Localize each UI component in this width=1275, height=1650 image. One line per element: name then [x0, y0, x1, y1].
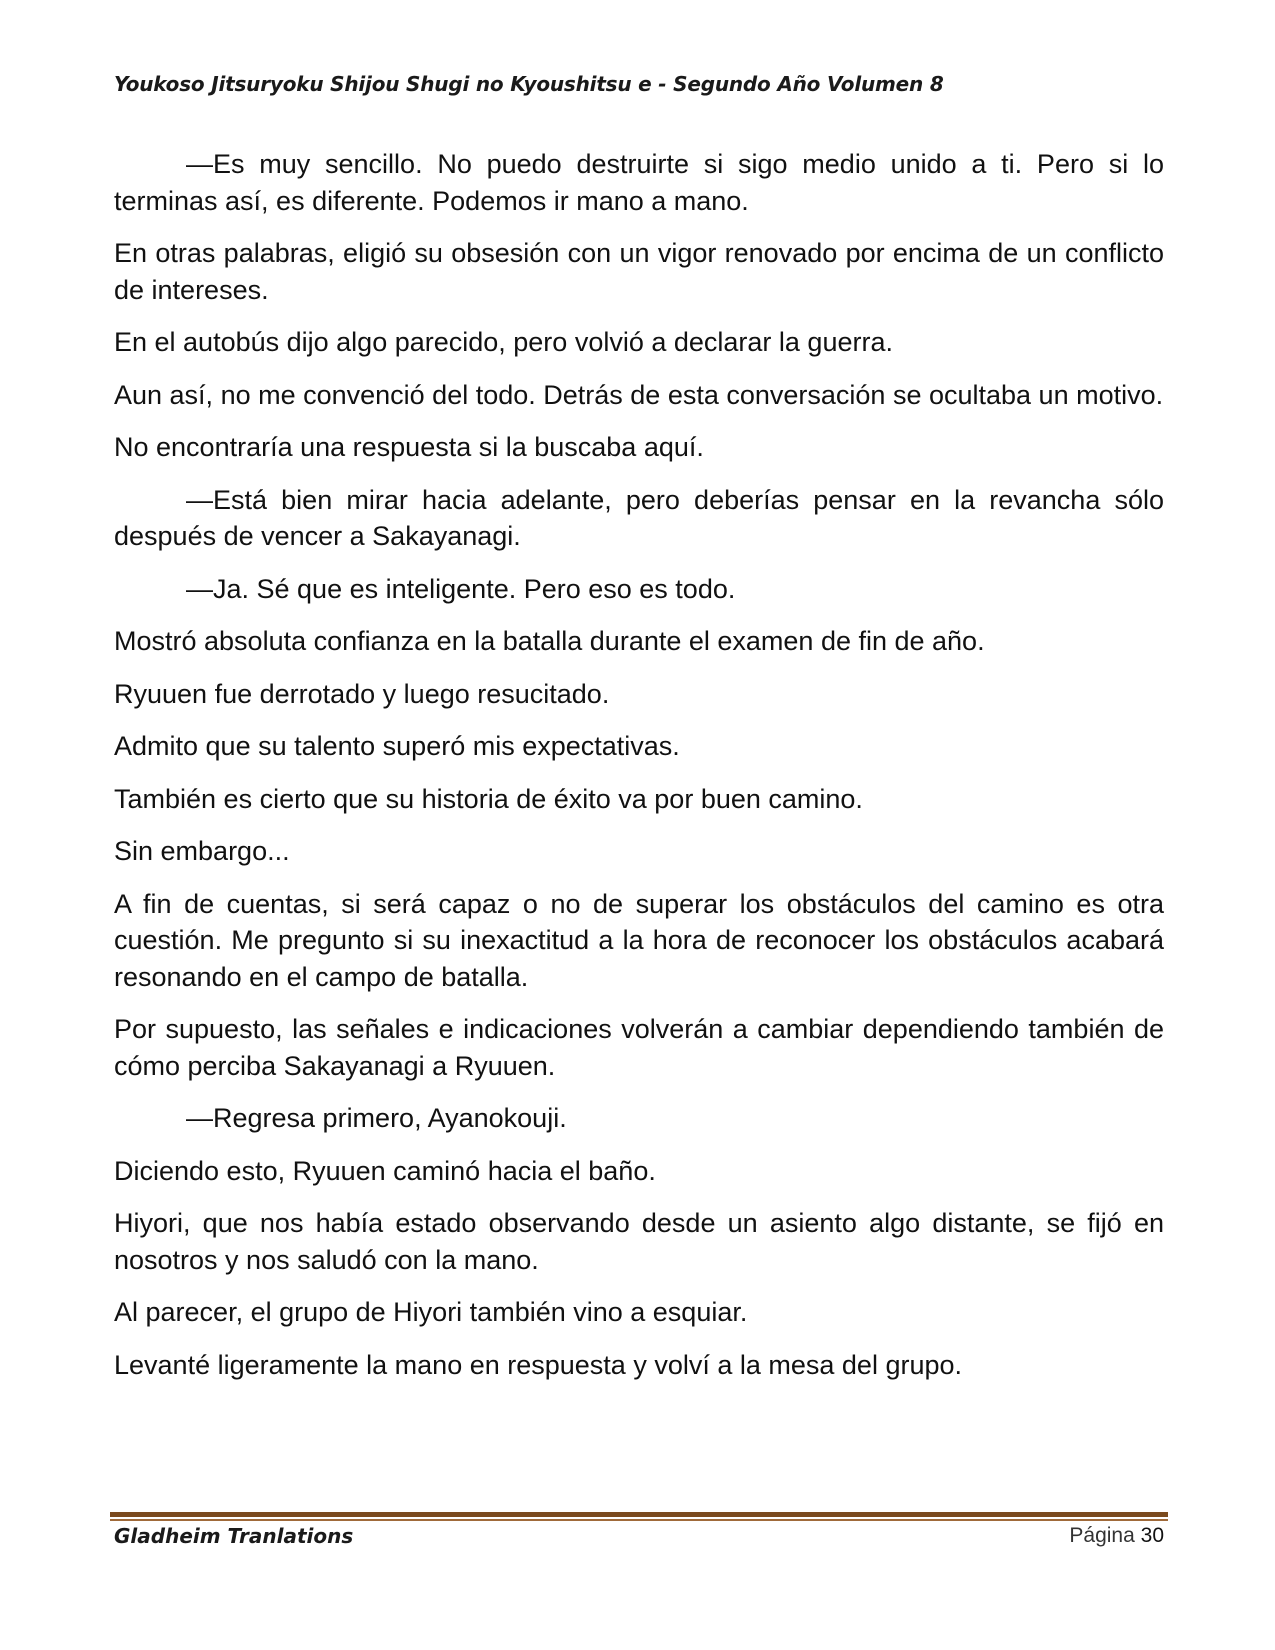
paragraph-6: —Está bien mirar hacia adelante, pero deberías pensar en la revancha sólo después de vencer a Sakayanagi. — [114, 484, 1164, 551]
paragraph-3: En el autobús dijo algo parecido, pero volvió a declarar la guerra. — [114, 327, 893, 357]
paragraph-1: —Es muy sencillo. No puedo destruirte si sigo medio unido a ti. Pero si lo terminas así, es diferente. Podemos ir mano a mano. — [114, 149, 1164, 216]
paragraph-17: Hiyori, que nos había estado observando desde un asiento algo distante, se fijó en nosotros y nos saludó con la mano. — [114, 1208, 1164, 1275]
page-number: 30 — [1140, 1524, 1164, 1547]
paragraph-10: Admito que su talento superó mis expectativas. — [114, 731, 680, 761]
paragraph-2: En otras palabras, eligió su obsesión con un vigor renovado por encima de un conflicto de intereses. — [114, 238, 1164, 305]
paragraph-14: Por supuesto, las señales e indicaciones volverán a cambiar dependiendo también de cómo perciba Sakayanagi a Ryuuen. — [114, 1014, 1164, 1081]
body-text — [114, 146, 1164, 1399]
paragraph-5: No encontraría una respuesta si la buscaba aquí. — [114, 432, 704, 462]
footer-publisher: Gladheim Tranlations — [114, 1524, 354, 1548]
footer-divider-thick-line — [110, 1512, 1168, 1517]
paragraph-16: Diciendo esto, Ryuuen caminó hacia el baño. — [114, 1155, 656, 1186]
paragraph-12: Sin embargo... — [114, 836, 290, 866]
paragraph-9: Ryuuen fue derrotado y luego resucitado. — [114, 678, 610, 709]
paragraph-4: Aun así, no me convenció del todo. Detrás de esta conversación se ocultaba un motivo. — [114, 379, 1164, 410]
paragraph-7: —Ja. Sé que es inteligente. Pero eso es todo. — [186, 573, 736, 604]
paragraph-19: Levanté ligeramente la mano en respuesta y volví a la mesa del grupo. — [114, 1349, 962, 1380]
footer-divider — [110, 1512, 1168, 1521]
paragraph-11: También es cierto que su historia de éxito va por buen camino. — [114, 783, 863, 814]
paragraph-15: —Regresa primero, Ayanokouji. — [186, 1103, 567, 1133]
page-header-title: Youkoso Jitsuryoku Shijou Shugi no Kyoushitsu e - Segundo Año Volumen 8 — [114, 72, 944, 96]
paragraph-13: A fin de cuentas, si será capaz o no de superar los obstáculos del camino es otra cuestión. Me pregunto si su inexactitud a la hora de reconocer los obstáculos acabará resonando en el campo de batalla. — [114, 888, 1164, 992]
page-label: Página — [1069, 1524, 1135, 1547]
paragraph-8: Mostró absoluta confianza en la batalla durante el examen de fin de año. — [114, 626, 985, 656]
footer-page-info — [1069, 1524, 1164, 1548]
paragraph-18: Al parecer, el grupo de Hiyori también vino a esquiar. — [114, 1297, 748, 1327]
footer-divider-thin-line — [110, 1519, 1168, 1521]
